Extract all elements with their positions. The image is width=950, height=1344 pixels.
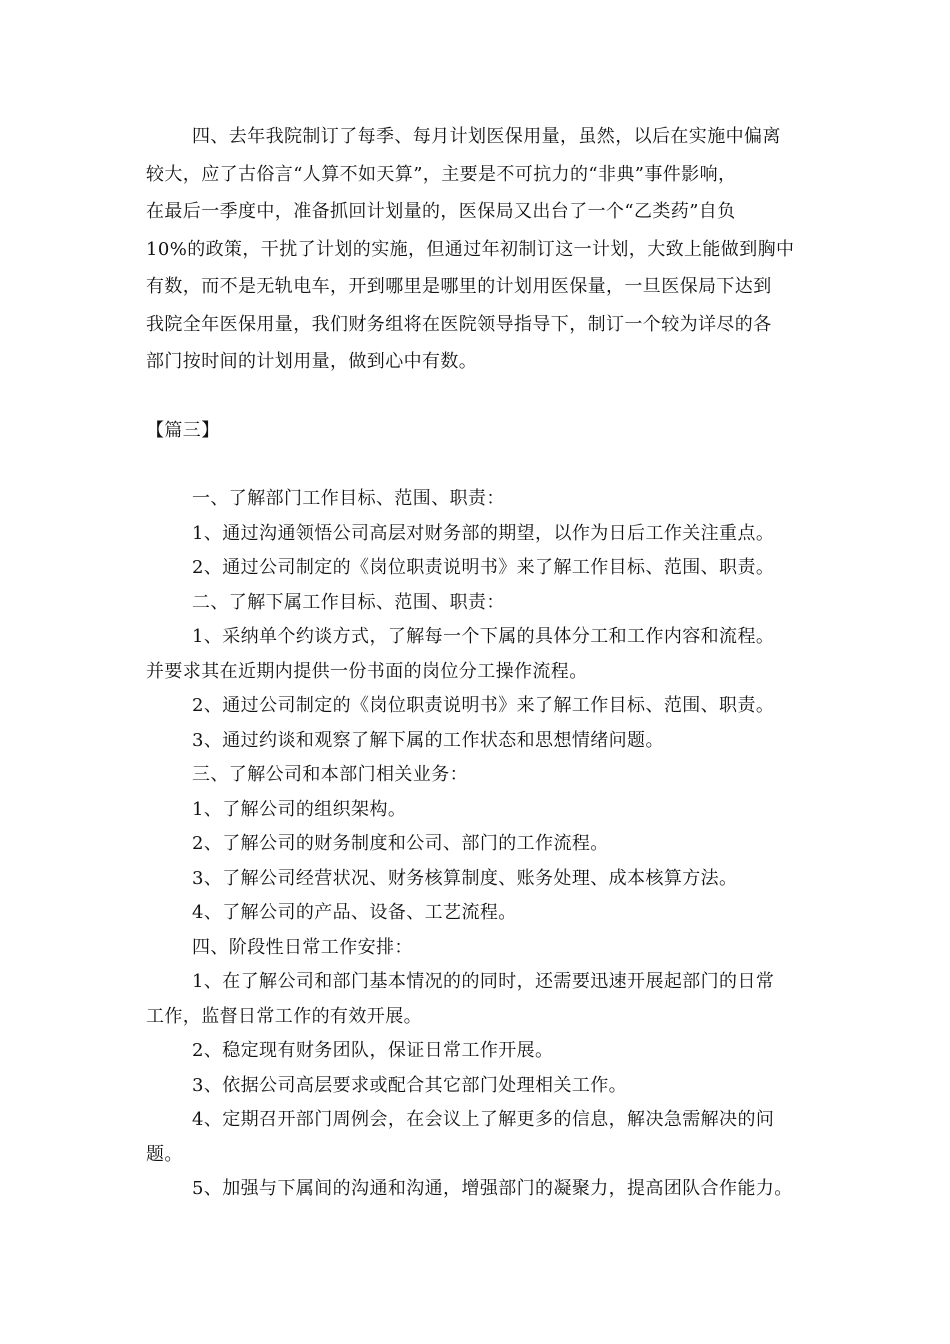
list-item-continuation: 题。: [146, 1143, 183, 1165]
paragraph-line: 四、去年我院制订了每季、每月计划医保用量，虽然，以后在实施中偏离: [192, 126, 781, 147]
list-item: 2、通过公司制定的《岗位职责说明书》来了解工作目标、范围、职责。: [192, 695, 775, 716]
list-item: 1、了解公司的组织架构。: [192, 798, 407, 820]
list-item-continuation: 并要求其在近期内提供一份书面的岗位分工操作流程。: [146, 660, 588, 682]
list-item: 1、通过沟通领悟公司高层对财务部的期望，以作为日后工作关注重点。: [192, 522, 775, 544]
list-item: 5、加强与下属间的沟通和沟通，增强部门的凝聚力，提高团队合作能力。: [192, 1178, 793, 1199]
paragraph-line: 我院全年医保用量，我们财务组将在医院领导指导下，制订一个较为详尽的各: [146, 313, 772, 335]
paragraph-line: 部门按时间的计划用量，做到心中有数。: [146, 351, 478, 372]
list-heading: 一、了解部门工作目标、范围、职责：: [192, 488, 505, 509]
section-three-body: [146, 482, 816, 1207]
section-heading: 【篇三】: [146, 420, 220, 441]
section-heading-block: [146, 412, 816, 450]
list-item: 1、在了解公司和部门基本情况的的同时，还需要迅速开展起部门的日常: [192, 971, 775, 992]
list-item: 1、采纳单个约谈方式，了解每一个下属的具体分工和工作内容和流程。: [192, 626, 775, 647]
list-heading: 二、了解下属工作目标、范围、职责：: [192, 591, 505, 613]
paragraph-line: 在最后一季度中，准备抓回计划量的，医保局又出台了一个“乙类药”自负: [146, 201, 736, 222]
list-item-continuation: 工作，监督日常工作的有效开展。: [146, 1005, 422, 1027]
list-item: 3、通过约谈和观察了解下属的工作状态和思想情绪问题。: [192, 729, 664, 751]
list-item: 3、依据公司高层要求或配合其它部门处理相关工作。: [192, 1074, 628, 1096]
list-heading: 四、阶段性日常工作安排：: [192, 936, 413, 958]
paragraph-line: 10%的政策，干扰了计划的实施，但通过年初制订这一计划，大致上能做到胸中: [146, 238, 795, 260]
list-heading: 三、了解公司和本部门相关业务：: [192, 764, 468, 785]
list-item: 2、稳定现有财务团队，保证日常工作开展。: [192, 1040, 554, 1061]
previous-section-paragraph: [146, 118, 816, 381]
list-item: 4、定期召开部门周例会，在会议上了解更多的信息，解决急需解决的问: [192, 1109, 775, 1130]
list-item: 4、了解公司的产品、设备、工艺流程。: [192, 902, 517, 923]
list-item: 3、了解公司经营状况、财务核算制度、账务处理、成本核算方法。: [192, 867, 738, 889]
list-item: 2、了解公司的财务制度和公司、部门的工作流程。: [192, 833, 609, 854]
paragraph-line: 较大，应了古俗言“人算不如天算”，主要是不可抗力的“非典”事件影响，: [146, 163, 737, 185]
paragraph-line: 有数，而不是无轨电车，开到哪里是哪里的计划用医保量，一旦医保局下达到: [146, 276, 772, 297]
list-item: 2、通过公司制定的《岗位职责说明书》来了解工作目标、范围、职责。: [192, 557, 775, 578]
